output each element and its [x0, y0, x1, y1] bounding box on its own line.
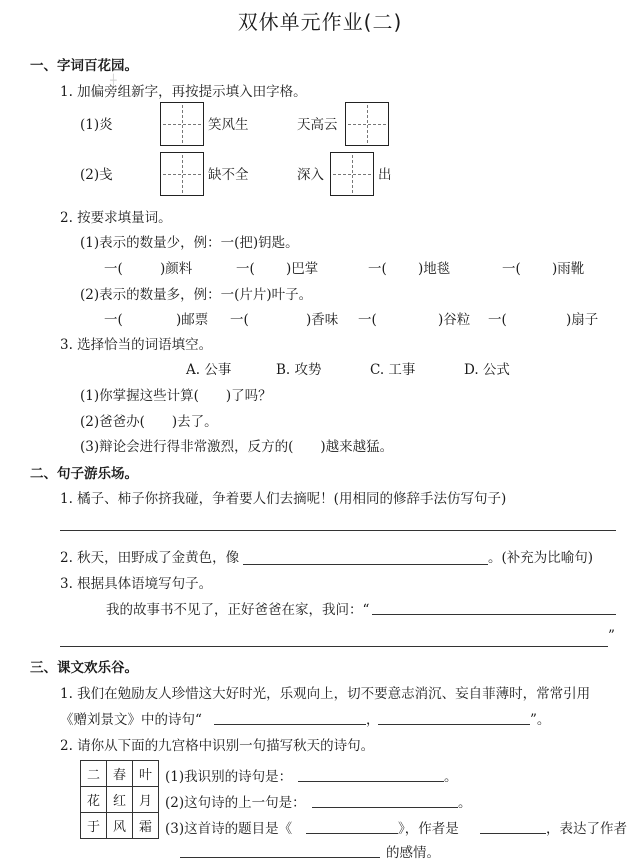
grid-cell: 花 [81, 787, 107, 813]
tianzi-box[interactable] [160, 102, 204, 146]
blank-open: 一( [368, 261, 387, 277]
page-title: 双休单元作业(二) [237, 10, 403, 34]
answer-line[interactable] [298, 781, 444, 782]
answer-3-end: ，表达了作者 [546, 821, 627, 837]
grid-cell: 二 [81, 761, 107, 787]
answer-line[interactable] [480, 833, 546, 834]
q3-sentence-3: (3)辩论会进行得非常激烈，反方的( )越来越猛。 [80, 439, 394, 455]
p2-q2-end: 。(补充为比喻句) [488, 550, 594, 566]
period: 。 [458, 795, 472, 811]
answer-line[interactable] [180, 857, 380, 858]
answer-line[interactable] [312, 807, 458, 808]
q1-row2-after: 缺不全 [208, 167, 249, 183]
q3-sentence-1: (1)你掌握这些计算( )了吗？ [80, 388, 272, 404]
blank-open: 一( [502, 261, 521, 277]
q3-instruction: 3. 选择恰当的词语填空。 [60, 337, 213, 353]
closing-quote: ” [608, 628, 615, 644]
p2-q1: 1. 橘子、柿子你挤我碰，争着要人们去摘呢！(用相同的修辞手法仿写句子) [60, 491, 507, 507]
answer-line[interactable] [306, 833, 398, 834]
blank-open: 一( [236, 261, 255, 277]
q1-row1-mid: 天高云 [297, 117, 338, 133]
q1-row2-mid: 深入 [297, 167, 324, 183]
tianzi-box[interactable] [330, 152, 374, 196]
grid-cell: 月 [133, 787, 159, 813]
p2-q3-text: 我的故事书不见了，正好爸爸在家，我问：“ [106, 602, 370, 618]
grid-row [81, 813, 159, 839]
grid-cell: 叶 [133, 761, 159, 787]
section-3-heading: 三、课文欢乐谷。 [30, 660, 138, 676]
grid-cell: 春 [107, 761, 133, 787]
section-1-heading: 一、字词百花园。 [30, 58, 138, 74]
grid-cell: 于 [81, 813, 107, 839]
p2-q2-start: 2. 秋天，田野成了金黄色，像 [60, 550, 240, 566]
answer-line[interactable] [60, 530, 616, 531]
blank-word: )颜料 [160, 261, 193, 277]
blank-word: )雨靴 [552, 261, 585, 277]
q2-sub1: (1)表示的数量少，例：一(把)钥匙。 [80, 235, 299, 251]
blank-open: 一( [230, 312, 249, 328]
bleed-through-mark: ┼ [110, 74, 117, 87]
answer-line[interactable] [378, 724, 530, 725]
section-2-heading: 二、句子游乐场。 [30, 466, 138, 482]
close-quote: ”。 [530, 712, 551, 728]
option-b: B. 攻势 [276, 362, 322, 378]
p3-q1-line1: 1. 我们在勉励友人珍惜这大好时光，乐观向上，切不要意志消沉、妄自菲薄时，常常引用 [60, 686, 591, 702]
blank-word: )谷粒 [438, 312, 471, 328]
answer-3-last: 的感情。 [386, 845, 440, 861]
tianzi-box[interactable] [160, 152, 204, 196]
answer-3-mid: 》，作者是 [398, 821, 459, 837]
answer-line[interactable] [372, 614, 616, 615]
option-c: C. 工事 [370, 362, 416, 378]
p3-q2: 2. 请你从下面的九宫格中识别一句描写秋天的诗句。 [60, 738, 375, 754]
blank-open: 一( [104, 312, 123, 328]
grid-row [81, 761, 159, 787]
tianzi-box[interactable] [345, 102, 389, 146]
blank-open: 一( [488, 312, 507, 328]
q2-sub2: (2)表示的数量多，例：一(片片)叶子。 [80, 287, 313, 303]
blank-open: 一( [104, 261, 123, 277]
answer-line[interactable] [243, 564, 488, 565]
answer-line[interactable] [214, 724, 366, 725]
answer-1-label: (1)我识别的诗句是： [165, 769, 293, 785]
nine-grid [80, 760, 159, 839]
q1-row1-label: (1)炎 [80, 117, 113, 133]
comma: ， [366, 712, 380, 728]
q3-sentence-2: (2)爸爸办( )去了。 [80, 414, 218, 430]
blank-word: )香味 [306, 312, 339, 328]
grid-row [81, 787, 159, 813]
p3-q1-line2: 《赠刘景文》中的诗句“ [60, 712, 202, 728]
answer-3-start: (3)这首诗的题目是《 [165, 821, 293, 837]
q2-instruction: 2. 按要求填量词。 [60, 210, 172, 226]
option-d: D. 公式 [464, 362, 510, 378]
period: 。 [444, 769, 458, 785]
answer-line[interactable] [60, 646, 608, 647]
blank-word: )巴掌 [286, 261, 319, 277]
q1-row2-end: 出 [378, 167, 392, 183]
grid-cell: 风 [107, 813, 133, 839]
blank-word: )地毯 [418, 261, 451, 277]
blank-open: 一( [358, 312, 377, 328]
grid-cell: 红 [107, 787, 133, 813]
answer-2-label: (2)这句诗的上一句是： [165, 795, 306, 811]
q1-row1-after: 笑风生 [208, 117, 249, 133]
q1-instruction: 1. 加偏旁组新字，再按提示填入田字格。 [60, 84, 307, 100]
blank-word: )扇子 [566, 312, 599, 328]
grid-cell: 霜 [133, 813, 159, 839]
p2-q3: 3. 根据具体语境写句子。 [60, 576, 213, 592]
q1-row2-label: (2)戋 [80, 167, 113, 183]
blank-word: )邮票 [176, 312, 209, 328]
option-a: A. 公事 [186, 362, 232, 378]
